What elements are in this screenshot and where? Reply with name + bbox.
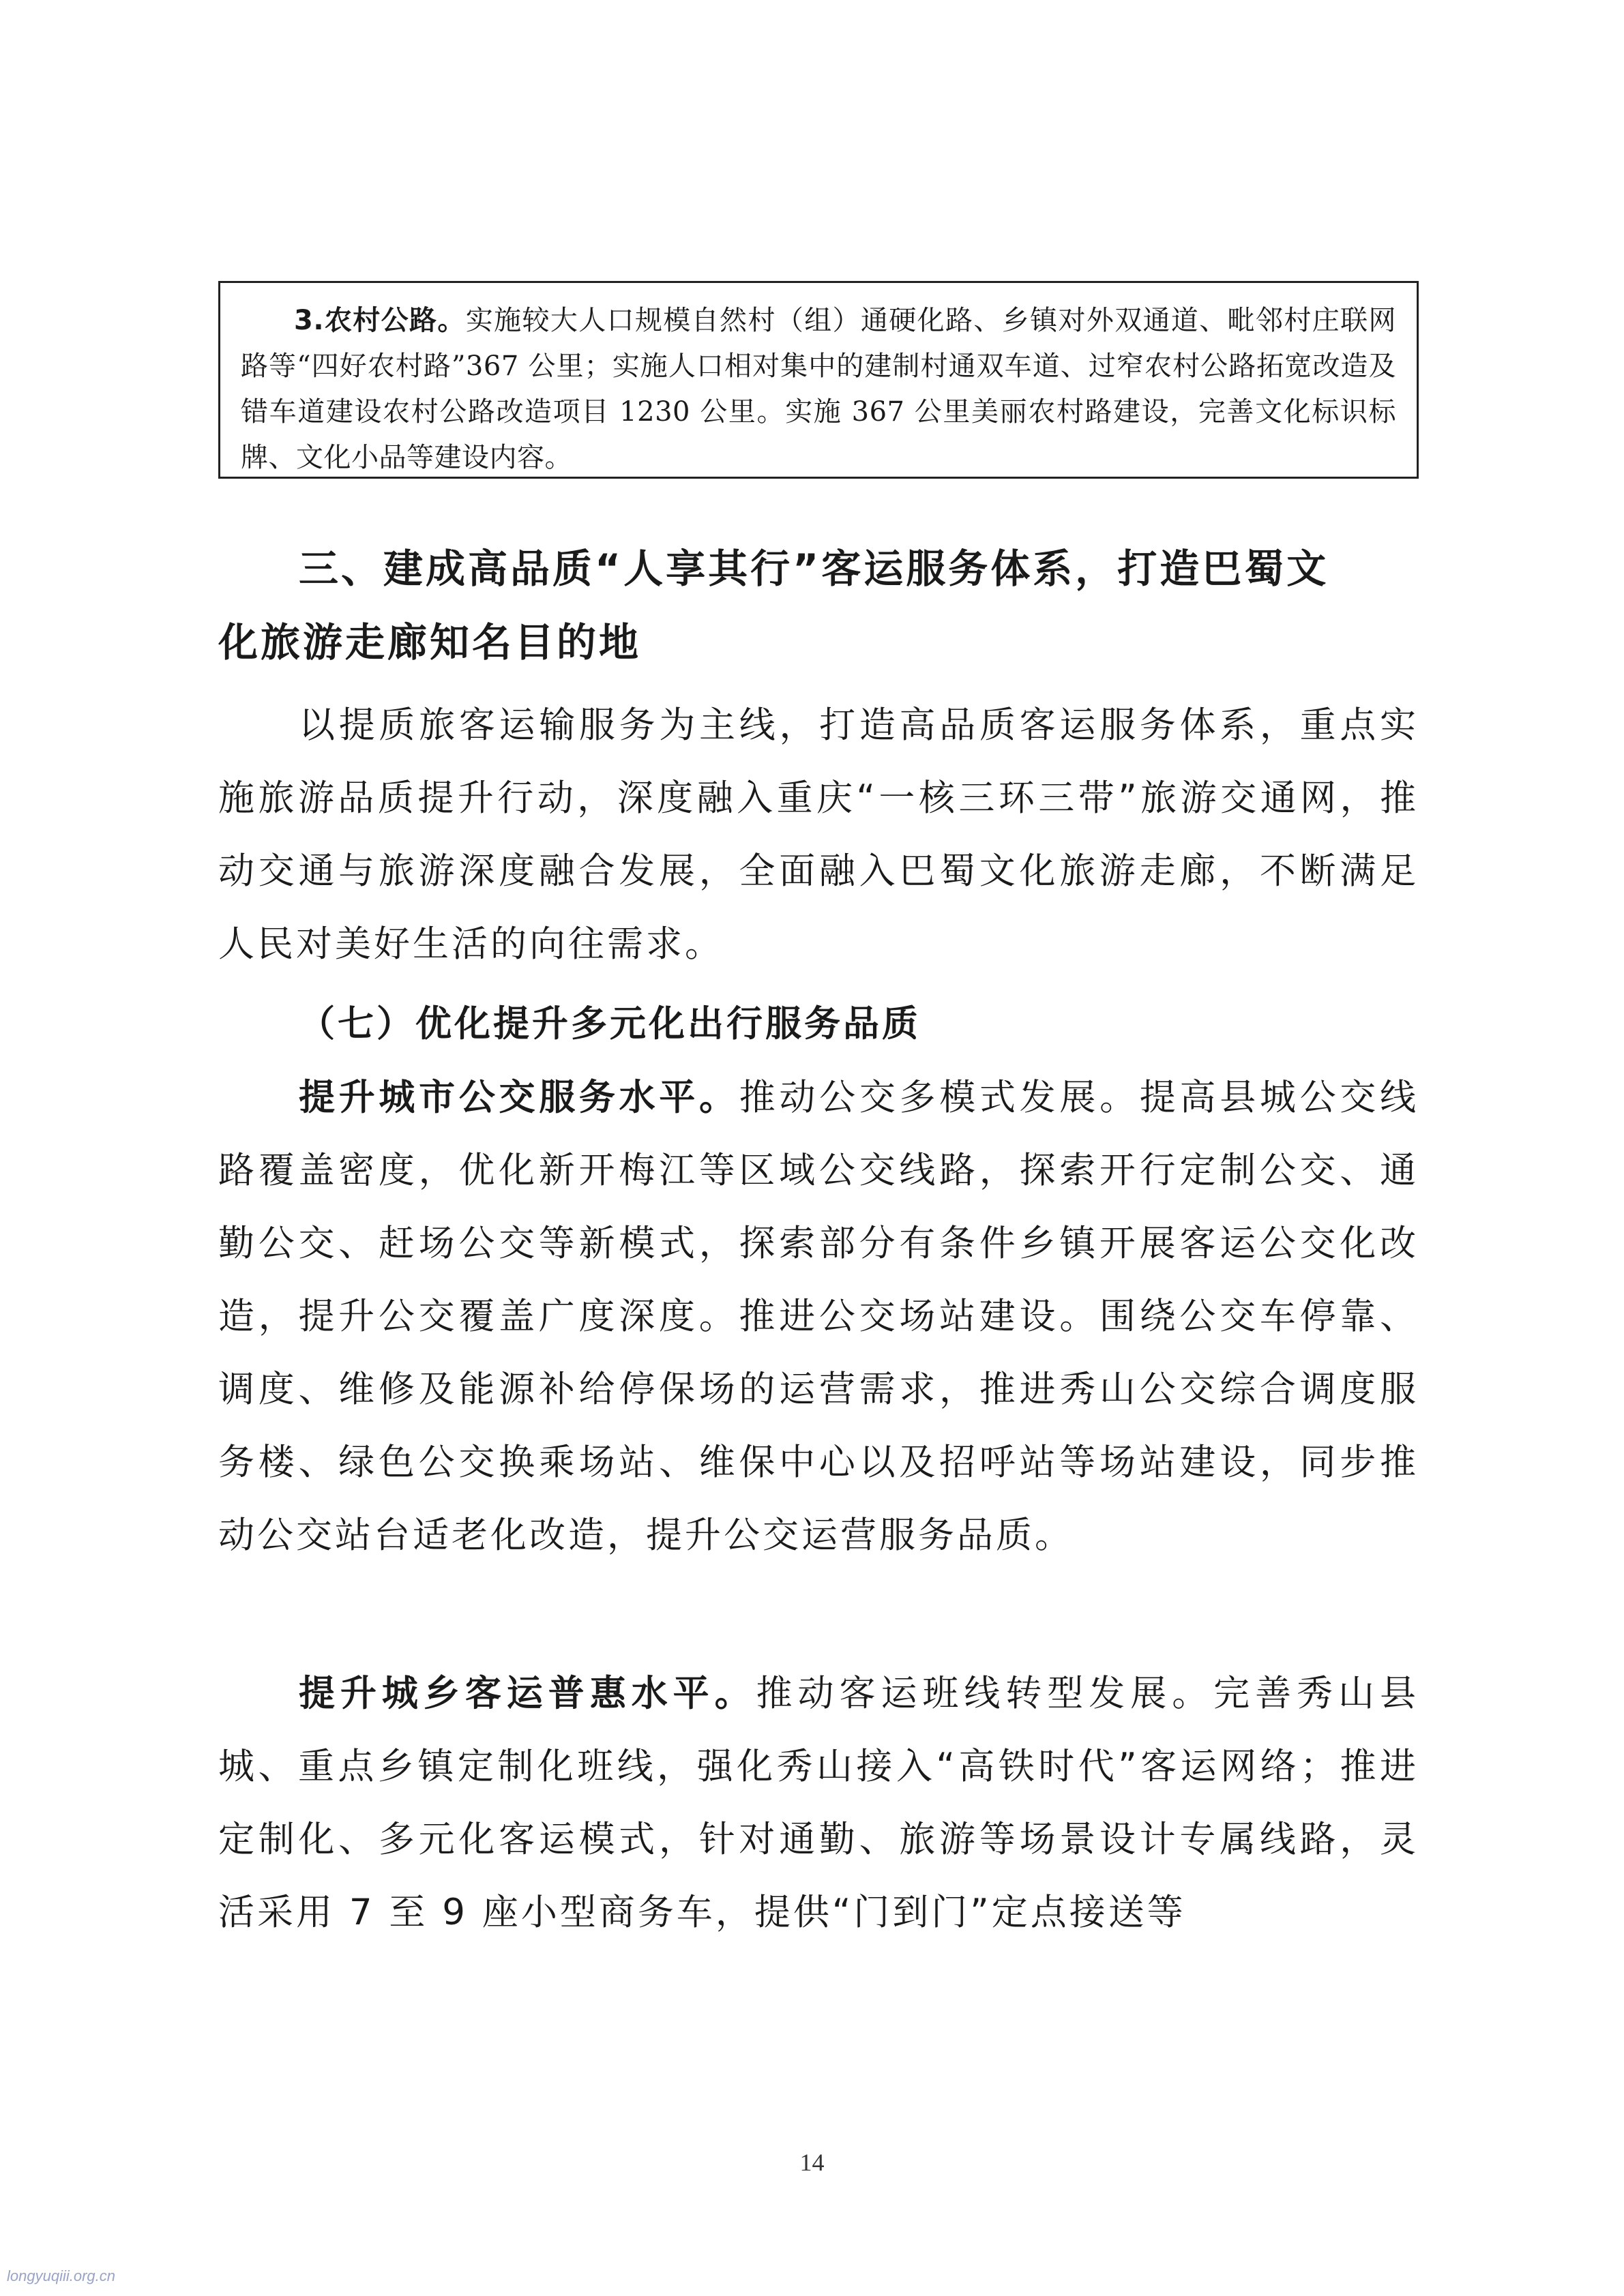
paragraph-urban-transit (218, 1061, 1419, 1572)
watermark: longyuqiii.org.cn (7, 2267, 115, 2284)
paragraph-lead: 提升城市公交服务水平。 (299, 1077, 739, 1118)
intro-paragraph: 以提质旅客运输服务为主线，打造高品质客运服务体系，重点实施旅游品质提升行动，深度融入重庆“一核三环三带”旅游交通网，推动交通与旅游深度融合发展，全面融入巴蜀文化旅游走廊，不断满足人民对美好生活的向往需求。 (218, 704, 1419, 965)
subheading: （七）优化提升多元化出行服务品质 (299, 1003, 921, 1045)
note-lead: 3.农村公路。 (294, 305, 466, 336)
section-title-line1: 三、建成高品质“人享其行”客运服务体系，打造巴蜀文 (299, 546, 1329, 592)
paragraph-rural-transit (218, 1657, 1419, 1949)
paragraph-lead: 提升城乡客运普惠水平。 (299, 1673, 756, 1714)
paragraph-text: 推动客运班线转型发展。完善秀山县城、重点乡镇定制化班线，强化秀山接入“高铁时代”客运网络；推进定制化、多元化客运模式，针对通勤、旅游等场景设计专属线路，灵活采用 7 至 9 座小型商务车，提供“门到门”定点接送等 (218, 1673, 1419, 1933)
highlight-box (218, 281, 1419, 479)
paragraph-text: 推动公交多模式发展。提高县城公交线路覆盖密度，优化新开梅江等区域公交线路，探索开行定制公交、通勤公交、赶场公交等新模式，探索部分有条件乡镇开展客运公交化改造，提升公交覆盖广度深度。推进公交场站建设。围绕公交车停靠、调度、维修及能源补给停保场的运营需求，推进秀山公交综合调度服务楼、绿色公交换乘场站、维保中心以及招呼站等场站建设，同步推动公交站台适老化改造，提升公交运营服务品质。 (218, 1077, 1419, 1556)
note-paragraph (241, 298, 1396, 481)
section-title-line2: 化旅游走廊知名目的地 (218, 619, 642, 666)
page-number: 14 (799, 2149, 825, 2176)
note-text: 实施较大人口规模自然村（组）通硬化路、乡镇对外双通道、毗邻村庄联网路等“四好农村路”367 公里；实施人口相对集中的建制村通双车道、过窄农村公路拓宽改造及错车道建设农村公路改造项目 1230 公里。实施 367 公里美丽农村路建设，完善文化标识标牌、文化小品等建设内容。 (241, 305, 1396, 473)
